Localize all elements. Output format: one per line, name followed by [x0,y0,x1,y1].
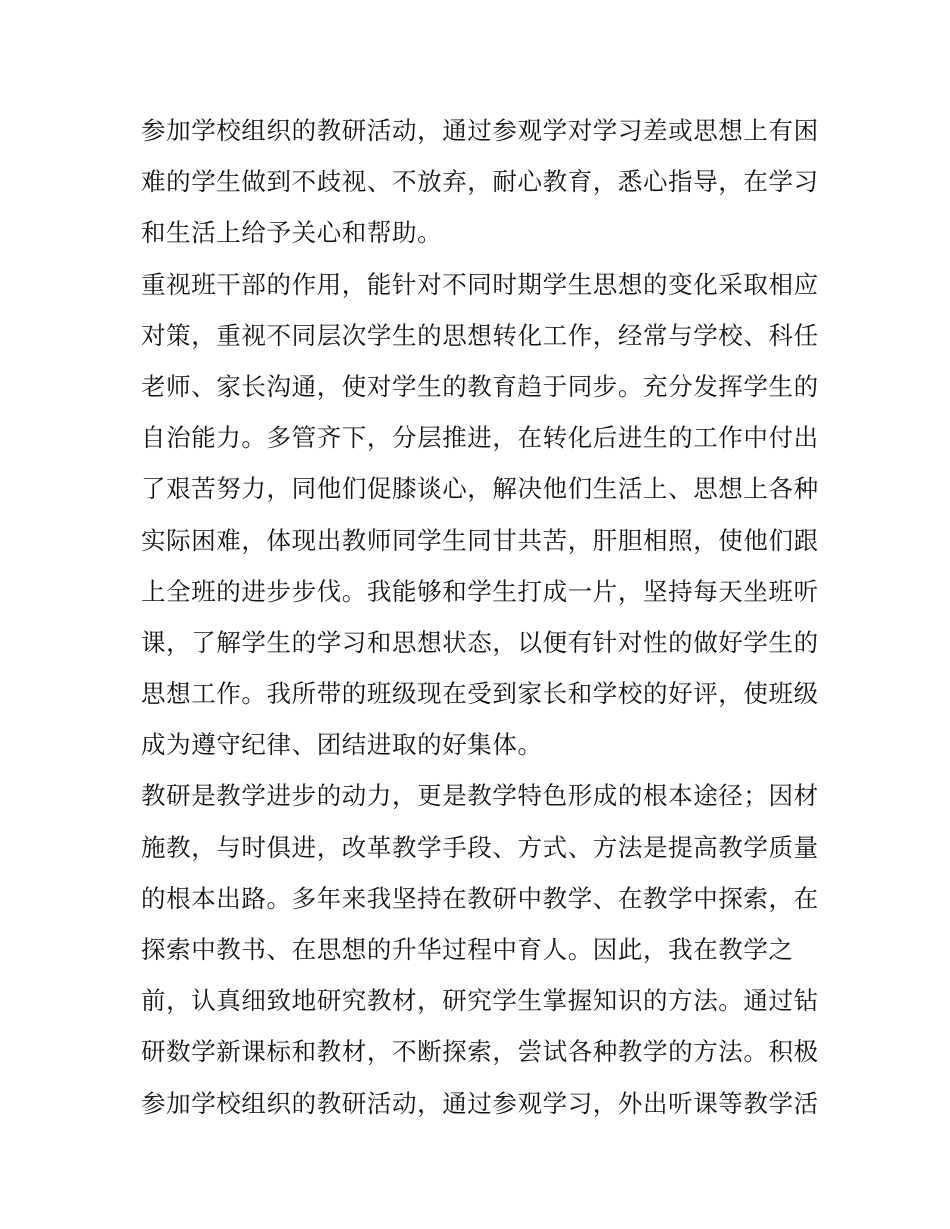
paragraph-1 [141,105,821,259]
text-line: 上全班的进步步伐。我能够和学生打成一片，坚持每天坐班听 [141,576,819,606]
text-line: 研数学新课标和教材，不断探索，尝试各种教学的方法。积极 [141,1037,819,1067]
text-line: 对策，重视不同层次学生的思想转化工作，经常与学校、科任 [141,320,819,350]
text-line: 的根本出路。多年来我坚持在教研中教学、在教学中探索，在 [141,883,819,913]
paragraph-3 [141,770,821,1128]
text-line: 参加学校组织的教研活动，通过参观学习，外出听课等教学活 [141,1088,819,1118]
text-line: 前，认真细致地研究教材，研究学生掌握知识的方法。通过钻 [141,986,819,1016]
text-line: 自治能力。多管齐下，分层推进，在转化后进生的工作中付出 [141,423,819,453]
text-line: 施教，与时俱进，改革教学手段、方式、方法是提高教学质量 [141,832,819,862]
text-line: 和生活上给予关心和帮助。 [141,218,443,248]
text-line: 参加学校组织的教研活动，通过参观学对学习差或思想上有困 [141,116,819,145]
text-line: 教研是教学进步的动力，更是教学特色形成的根本途径；因材 [141,781,819,811]
text-line: 了艰苦努力，同他们促膝谈心，解决他们生活上、思想上各种 [141,474,819,504]
text-line: 课，了解学生的学习和思想状态，以便有针对性的做好学生的 [141,627,819,657]
text-line: 老师、家长沟通，使对学生的教育趋于同步。充分发挥学生的 [141,371,819,401]
text-line: 探索中教书、在思想的升华过程中育人。因此，我在教学之 [141,935,794,964]
text-line: 思想工作。我所带的班级现在受到家长和学校的好评，使班级 [141,679,819,709]
text-line: 成为遵守纪律、团结进取的好集体。 [141,730,543,760]
paragraph-2 [141,259,821,771]
text-line: 实际困难，体现出教师同学生同甘共苦，肝胆相照，使他们跟 [141,525,819,555]
document-body [141,105,821,1129]
text-line: 难的学生做到不歧视、不放弃，耐心教育，悉心指导，在学习 [141,167,819,197]
text-line: 重视班干部的作用，能针对不同时期学生思想的变化采取相应 [141,269,819,299]
